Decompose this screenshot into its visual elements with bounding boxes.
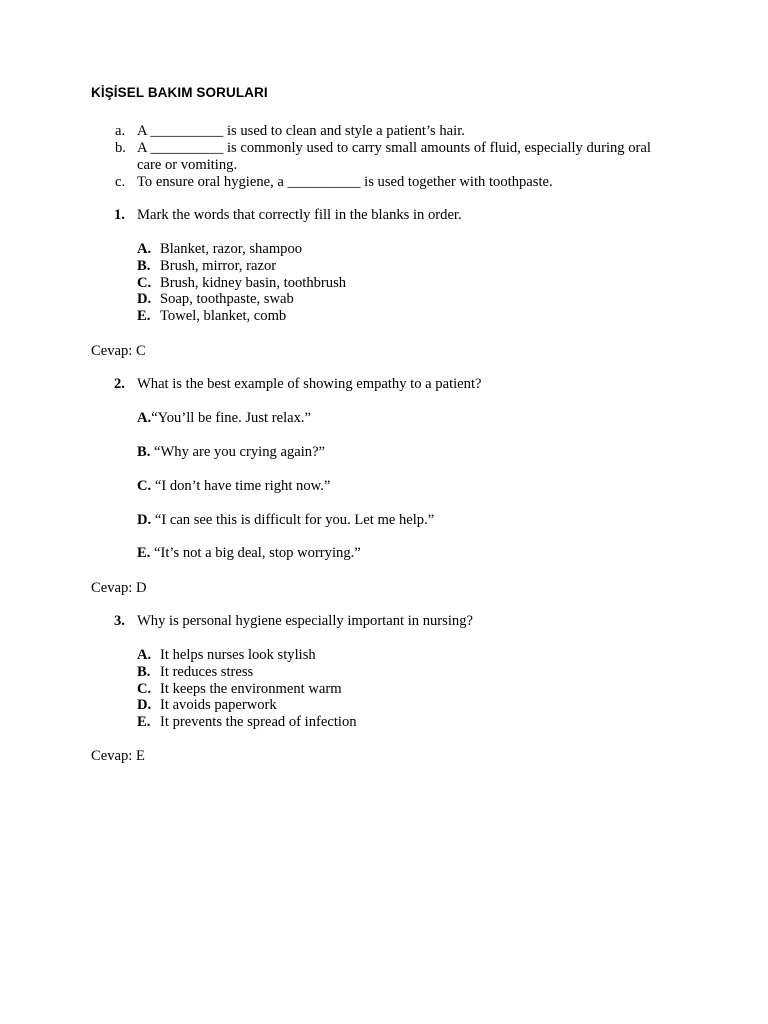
question-number: 2. xyxy=(114,376,125,392)
option-a[interactable] xyxy=(137,410,311,427)
option-letter: A. xyxy=(137,410,152,426)
option-d[interactable] xyxy=(137,291,346,308)
fill-blank-text: A __________ is commonly used to carry small amounts of fluid, especially during oral care or vomiting. xyxy=(137,140,651,173)
question-text: What is the best example of showing empathy to a patient? xyxy=(137,376,482,392)
fill-blank-text: To ensure oral hygiene, a __________ is used together with toothpaste. xyxy=(137,174,553,190)
option-d[interactable] xyxy=(137,697,357,714)
question-1-options xyxy=(137,241,346,325)
option-text: “It’s not a big deal, stop worrying.” xyxy=(150,545,361,561)
option-b[interactable] xyxy=(137,444,325,461)
option-text: Brush, kidney basin, toothbrush xyxy=(160,274,347,291)
option-letter: D. xyxy=(137,291,152,308)
option-letter: C. xyxy=(137,478,152,494)
fill-blank-text: A __________ is used to clean and style a patient’s hair. xyxy=(137,123,465,139)
option-text: Soap, toothpaste, swab xyxy=(160,291,294,308)
option-letter: E. xyxy=(137,714,151,731)
option-text: “I can see this is difficult for you. Let me help.” xyxy=(151,512,435,528)
option-b[interactable] xyxy=(137,664,357,681)
option-d[interactable] xyxy=(137,512,434,529)
option-b[interactable] xyxy=(137,258,346,275)
question-1 xyxy=(114,207,462,224)
question-2 xyxy=(114,376,481,393)
option-e[interactable] xyxy=(137,308,346,325)
question-number: 3. xyxy=(114,613,125,629)
option-letter: D. xyxy=(137,512,152,528)
option-letter: E. xyxy=(137,308,151,325)
fill-blank-letter: a. xyxy=(115,123,126,139)
option-a[interactable] xyxy=(137,241,346,258)
fill-blank-letter: b. xyxy=(115,140,126,156)
option-letter: B. xyxy=(137,663,151,680)
question-text: Why is personal hygiene especially important in nursing? xyxy=(137,613,473,629)
option-text: “Why are you crying again?” xyxy=(150,444,326,460)
fill-blank-item-c xyxy=(115,174,675,191)
option-e[interactable] xyxy=(137,714,357,731)
question-number: 1. xyxy=(114,207,125,223)
fill-blank-letter: c. xyxy=(115,174,126,190)
option-text: It helps nurses look stylish xyxy=(160,647,316,663)
option-e[interactable] xyxy=(137,545,361,562)
option-text: It avoids paperwork xyxy=(160,697,277,714)
option-letter: C. xyxy=(137,274,152,291)
option-c[interactable] xyxy=(137,275,346,292)
answer-2: Cevap: D xyxy=(91,580,147,596)
option-letter: D. xyxy=(137,697,152,714)
question-text: Mark the words that correctly fill in the blanks in order. xyxy=(137,207,462,223)
answer-1: Cevap: C xyxy=(91,343,146,359)
option-text: “I don’t have time right now.” xyxy=(151,478,331,494)
option-letter: A. xyxy=(137,647,152,663)
option-text: It prevents the spread of infection xyxy=(160,714,357,731)
fill-blank-item-a xyxy=(115,123,675,140)
option-letter: B. xyxy=(137,257,151,274)
option-letter: E. xyxy=(137,545,151,561)
option-letter: C. xyxy=(137,680,152,697)
option-c[interactable] xyxy=(137,478,330,495)
question-3 xyxy=(114,613,473,630)
option-c[interactable] xyxy=(137,681,357,698)
document-title: KİŞİSEL BAKIM SORULARI xyxy=(91,85,268,100)
fill-blank-item-b xyxy=(115,140,675,174)
option-a[interactable] xyxy=(137,647,357,664)
option-letter: B. xyxy=(137,444,151,460)
option-text: Blanket, razor, shampoo xyxy=(160,241,303,257)
question-3-options xyxy=(137,647,357,731)
option-letter: A. xyxy=(137,241,152,257)
option-text: Towel, blanket, comb xyxy=(160,308,287,325)
option-text: Brush, mirror, razor xyxy=(160,257,277,274)
option-text: It keeps the environment warm xyxy=(160,680,342,697)
answer-3: Cevap: E xyxy=(91,748,145,764)
option-text: “You’ll be fine. Just relax.” xyxy=(151,410,312,426)
option-text: It reduces stress xyxy=(160,663,254,680)
